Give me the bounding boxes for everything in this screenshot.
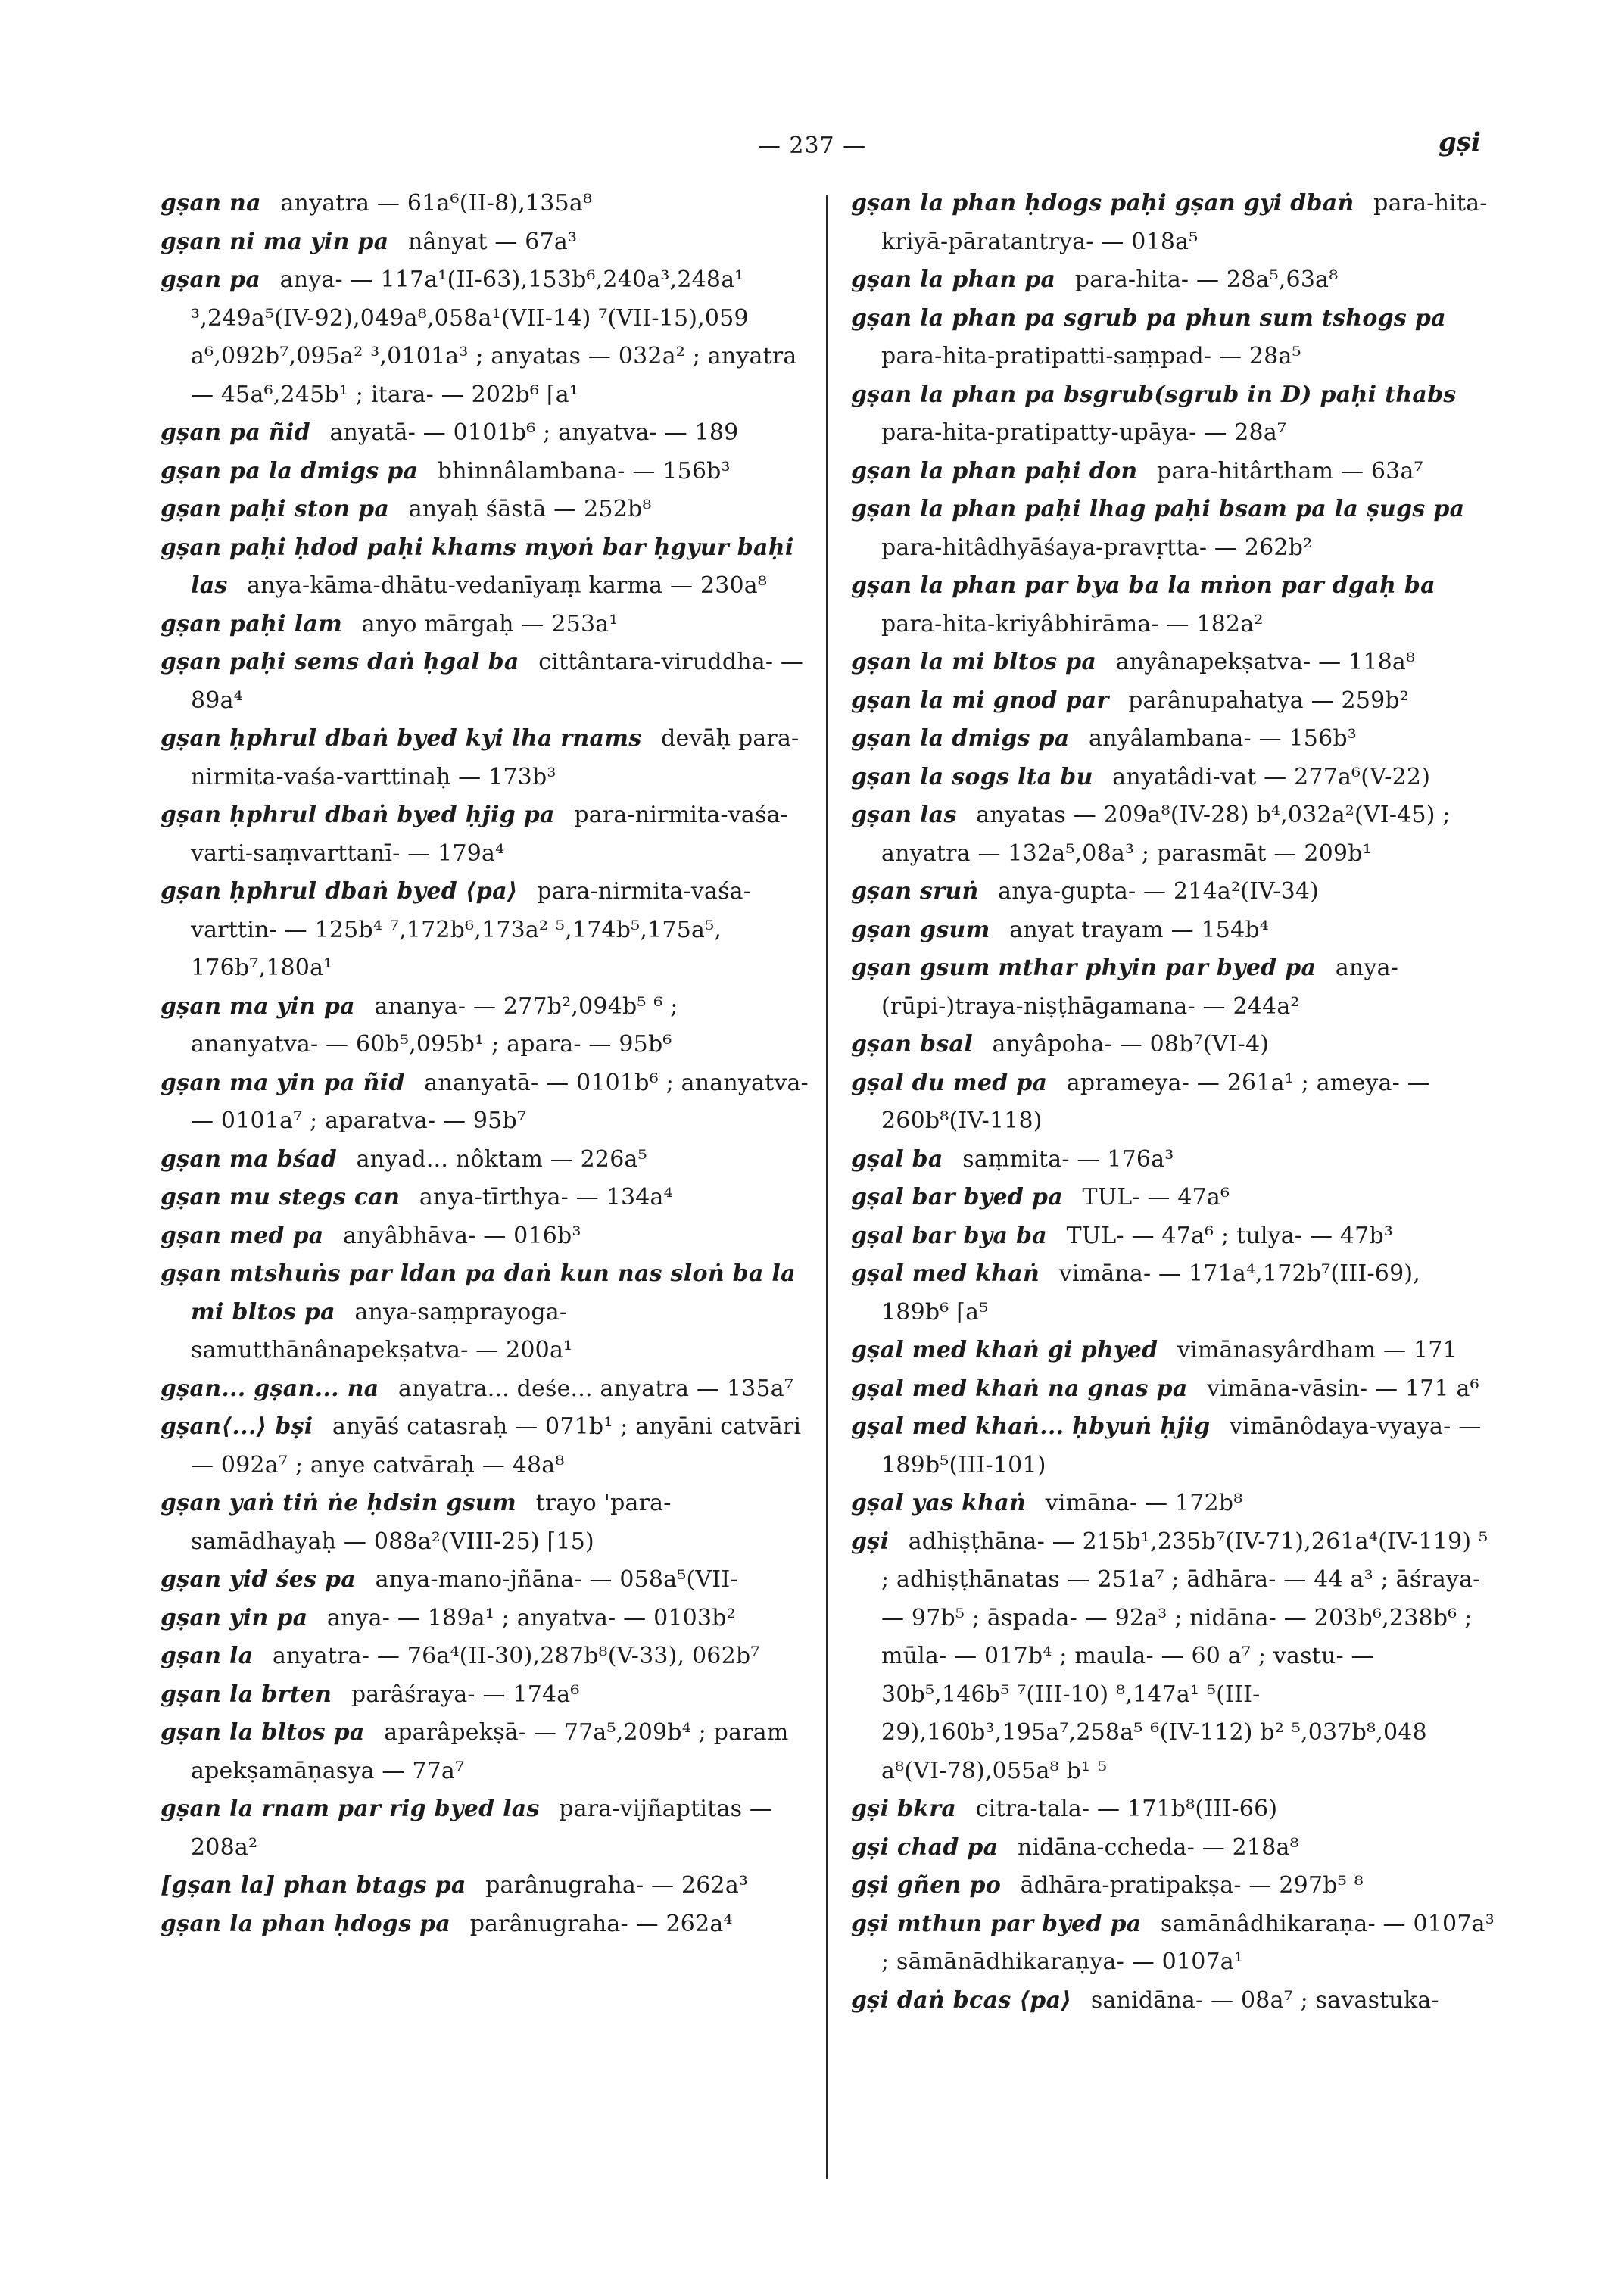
dictionary-entry xyxy=(161,414,812,453)
entry-headword: gṣan yin pa xyxy=(161,1604,308,1631)
dictionary-entry xyxy=(161,1637,812,1676)
entry-gloss: TUL- — 47a⁶ xyxy=(1082,1184,1230,1210)
page-number: — 237 — xyxy=(757,132,867,159)
entry-gloss: anya-saṃprayoga-samutthānânapekṣatva- — 200a¹ xyxy=(191,1298,573,1363)
dictionary-entry xyxy=(161,223,812,262)
entry-gloss: vimāna- — 171a⁴,172b⁷(III-69), 189b⁶ ⌈a⁵ xyxy=(881,1260,1421,1326)
entry-headword: gṣan mu stegs can xyxy=(161,1184,401,1210)
entry-headword: gṣan... gṣan... na xyxy=(161,1375,379,1402)
dictionary-entry xyxy=(161,643,812,720)
entry-headword: gṣan la phan ḥdogs pa xyxy=(161,1910,451,1937)
entry-gloss: anyaḥ śāstā — 252b⁸ xyxy=(408,496,652,522)
dictionary-entry xyxy=(851,1867,1495,1905)
entry-headword: gṣal med khaṅ na gnas pa xyxy=(851,1375,1188,1402)
entry-gloss: anya- — 117a¹(II-63),153b⁶,240a³,248a¹ ³,249a⁵(IV-92),049a⁸,058a¹(VII-14) ⁷(VII-15),059 a⁶,092b⁷,095a² ³,0101a³ ; anyatas — 032a² ; anyatra — 45a⁶,245b¹ ; itara- — 202b⁶ ⌈a¹ xyxy=(191,266,797,408)
entry-gloss: anyad... nôktam — 226a⁵ xyxy=(356,1145,647,1173)
entry-gloss: anyo mārgaḥ — 253a¹ xyxy=(361,610,619,637)
entry-gloss: cittântara-viruddha- — 89a⁴ xyxy=(191,649,804,714)
column-divider xyxy=(826,195,828,2179)
entry-headword: gṣan paḥi lam xyxy=(161,610,343,637)
dictionary-entry xyxy=(851,682,1495,721)
entry-gloss: anya-(rūpi-)traya-niṣṭhāgamana- — 244a² xyxy=(881,955,1399,1020)
dictionary-entry xyxy=(851,453,1495,491)
dictionary-entry xyxy=(851,1982,1495,2020)
dictionary-entry xyxy=(161,1905,812,1944)
entry-gloss: anya- — 189a¹ ; anyatva- — 0103b² xyxy=(326,1604,736,1631)
dictionary-entry xyxy=(851,1217,1495,1256)
entry-gloss: citra-tala- — 171b⁸(III-66) xyxy=(975,1796,1278,1822)
entry-gloss: bhinnâlambana- — 156b³ xyxy=(437,457,731,484)
entry-gloss: para-hita-pratipatty-upāya- — 28a⁷ xyxy=(881,419,1287,446)
entry-headword: gṣan la mi gnod par xyxy=(851,687,1109,714)
dictionary-entry xyxy=(851,376,1495,453)
entry-gloss: anyāś catasraḥ — 071b¹ ; anyāni catvāri — 092a⁷ ; anye catvāraḥ — 48a⁸ xyxy=(191,1413,802,1478)
entry-headword: gṣan la xyxy=(161,1643,254,1669)
entry-gloss: saṃmita- — 176a³ xyxy=(962,1145,1174,1173)
entry-gloss: anyâlambana- — 156b³ xyxy=(1089,725,1357,752)
dictionary-entry xyxy=(161,720,812,796)
entry-headword: gṣan la phan pa sgrub pa phun sum tshogs pa xyxy=(851,304,1446,332)
dictionary-entry xyxy=(161,185,812,223)
entry-gloss: ananya- — 277b²,094b⁵ ⁶ ; ananyatva- — 60b⁵,095b¹ ; apara- — 95b⁶ xyxy=(191,992,678,1058)
dictionary-entry xyxy=(851,720,1495,759)
entry-gloss: devāḥ para-nirmita-vaśa-varttinaḥ — 173b³ xyxy=(191,725,800,790)
entry-gloss: anyatā- — 0101b⁶ ; anyatva- — 189 xyxy=(329,419,739,446)
dictionary-entry xyxy=(161,453,812,491)
entry-headword: gṣan med pa xyxy=(161,1222,324,1249)
entry-gloss: anyatas — 209a⁸(IV-28) b⁴,032a²(VI-45) ; anyatra — 132a⁵,08a³ ; parasmāt — 209b¹ xyxy=(881,802,1451,867)
dictionary-entry xyxy=(161,1141,812,1179)
entry-headword: gṣal du med pa xyxy=(851,1069,1048,1096)
entry-gloss: vimānasyârdham — 171 xyxy=(1177,1337,1457,1363)
entry-headword: gṣan la phan pa xyxy=(851,266,1056,293)
dictionary-entry xyxy=(851,1523,1495,1791)
entry-headword: gṣan ma yin pa ñid xyxy=(161,1069,405,1096)
entry-gloss: vimāna-vāsin- — 171 a⁶ xyxy=(1207,1375,1479,1402)
dictionary-entry xyxy=(851,759,1495,797)
dictionary-entry xyxy=(851,491,1495,567)
dictionary-entry xyxy=(851,1370,1495,1409)
entry-gloss: aparâpekṣā- — 77a⁵,209b⁴ ; param apekṣamāṇasya — 77a⁷ xyxy=(191,1719,789,1784)
entry-headword: gṣan paḥi ḥdod paḥi khams myoṅ bar ḥgyur baḥi las xyxy=(161,534,794,599)
dictionary-entry xyxy=(161,1485,812,1561)
entry-gloss: sanidāna- — 08a⁷ ; savastuka- xyxy=(1090,1986,1439,2014)
entry-gloss: vimāna- — 172b⁸ xyxy=(1045,1490,1243,1516)
dictionary-entry xyxy=(851,643,1495,682)
entry-headword: gṣal med khaṅ... ḥbyuṅ ḥjig xyxy=(851,1413,1211,1440)
entry-headword: gṣan ma bśad xyxy=(161,1145,338,1173)
entry-headword: gṣan ḥphrul dbaṅ byed kyi lha rnams xyxy=(161,725,642,752)
dictionary-entry xyxy=(851,911,1495,950)
dictionary-entry xyxy=(161,529,812,606)
dictionary-entry xyxy=(161,796,812,873)
entry-headword: gṣan ḥphrul dbaṅ byed ḥjig pa xyxy=(161,802,555,828)
entry-headword: gṣi xyxy=(851,1528,890,1555)
entry-gloss: para-hita- — 28a⁵,63a⁸ xyxy=(1074,266,1339,293)
dictionary-entry xyxy=(161,988,812,1064)
dictionary-entry xyxy=(851,1485,1495,1523)
right-column xyxy=(851,185,1495,2020)
entry-headword: gṣal yas khaṅ xyxy=(851,1490,1027,1516)
dictionary-entry xyxy=(851,1332,1495,1370)
entry-gloss: ādhāra-pratipakṣa- — 297b⁵ ⁸ xyxy=(1020,1872,1364,1899)
dictionary-entry xyxy=(161,1370,812,1409)
entry-gloss: ananyatā- — 0101b⁶ ; ananyatva- — 0101a⁷ ; aparatva- — 95b⁷ xyxy=(191,1069,809,1134)
entry-gloss: para-hitârtham — 63a⁷ xyxy=(1157,457,1423,484)
dictionary-entry xyxy=(851,185,1495,261)
entry-headword: gṣi mthun par byed pa xyxy=(851,1910,1142,1937)
entry-gloss: para-hita-kriyâbhirāma- — 182a² xyxy=(881,610,1264,637)
entry-headword: gṣan⟨...⟩ bṣi xyxy=(161,1413,313,1440)
dictionary-entry xyxy=(851,567,1495,643)
entry-headword: gṣi chad pa xyxy=(851,1833,999,1861)
entry-gloss: anya-tīrthya- — 134a⁴ xyxy=(419,1184,673,1210)
entry-gloss: anyânapekṣatva- — 118a⁸ xyxy=(1115,649,1416,675)
entry-headword: gṣan la sogs lta bu xyxy=(851,763,1093,790)
entry-headword: gṣan ḥphrul dbaṅ byed ⟨pa⟩ xyxy=(161,878,518,905)
entry-gloss: parânugraha- — 262a³ xyxy=(485,1872,749,1899)
entry-gloss: anya-kāma-dhātu-vedanīyaṃ karma — 230a⁸ xyxy=(247,572,768,599)
dictionary-entry xyxy=(851,1141,1495,1179)
dictionary-entry xyxy=(161,1714,812,1790)
dictionary-entry xyxy=(161,1676,812,1715)
entry-headword: gṣan gsum xyxy=(851,916,990,943)
entry-headword: gṣan la phan par bya ba la mṅon par dgaḥ ba xyxy=(851,572,1435,599)
entry-headword: gṣan paḥi sems daṅ ḥgal ba xyxy=(161,649,519,675)
entry-gloss: nânyat — 67a³ xyxy=(408,228,578,255)
entry-headword: gṣan pa ñid xyxy=(161,419,310,446)
entry-gloss: anya-gupta- — 214a²(IV-34) xyxy=(998,878,1320,905)
entry-headword: gṣan la rnam par rig byed las xyxy=(161,1796,540,1822)
entry-gloss: anyatra... deśe... anyatra — 135a⁷ xyxy=(397,1375,794,1402)
entry-headword: gṣan la brten xyxy=(161,1681,332,1708)
entry-gloss: para-hita-kriyā-pāratantrya- — 018a⁵ xyxy=(881,190,1488,255)
entry-gloss: para-nirmita-vaśa-varti-saṃvarttanī- — 179a⁴ xyxy=(191,802,789,867)
dictionary-entry xyxy=(161,1064,812,1141)
entry-gloss: anyat trayam — 154b⁴ xyxy=(1009,916,1269,943)
entry-gloss: para-hita-pratipatti-saṃpad- — 28a⁵ xyxy=(881,343,1301,369)
entry-headword: gṣan pa la dmigs pa xyxy=(161,457,419,484)
entry-gloss: anyatra- — 76a⁴(II-30),287b⁸(V-33), 062b⁷ xyxy=(273,1643,760,1669)
entry-headword: gṣan gsum mthar phyin par byed pa xyxy=(851,955,1317,981)
entry-gloss: para-vijñaptitas — 208a² xyxy=(191,1796,773,1861)
dictionary-entry xyxy=(851,1790,1495,1829)
entry-headword: gṣi daṅ bcas ⟨pa⟩ xyxy=(851,1986,1072,2014)
entry-headword: [gṣan la] phan btags pa xyxy=(161,1872,466,1899)
entry-headword: gṣan ni ma yin pa xyxy=(161,228,389,255)
entry-gloss: anyâbhāva- — 016b³ xyxy=(343,1222,581,1249)
entry-headword: gṣan la phan pa bsgrub(sgrub in D) paḥi thabs xyxy=(851,381,1457,408)
entry-gloss: parânugraha- — 262a⁴ xyxy=(469,1910,733,1937)
entry-headword: gṣan pa xyxy=(161,266,261,293)
entry-gloss: adhiṣṭhāna- — 215b¹,235b⁷(IV-71),261a⁴(IV-119) ⁵ ; adhiṣṭhānatas — 251a⁷ ; ādhāra- — 44 a³ ; āśraya- — 97b⁵ ; āspada- — 92a³ ; nidāna- — 203b⁶,238b⁶ ; mūla- — 017b⁴ ; maula- — 60 a⁷ ; vastu- — 30b⁵,146b⁵ ⁷(III-10) ⁸,147a¹ ⁵(III-29),160b³,195a⁷,258a⁵ ⁶(IV-112) b² ⁵,037b⁸,048 a⁸(VI-78),055a⁸ b¹ ⁵ xyxy=(881,1528,1488,1784)
entry-gloss: para-nirmita-vaśa-varttin- — 125b⁴ ⁷,172b⁶,173a² ⁵,174b⁵,175a⁵, 176b⁷,180a¹ xyxy=(191,878,752,981)
entry-headword: gṣan las xyxy=(851,802,957,828)
entry-headword: gṣan ma yin pa xyxy=(161,992,355,1020)
entry-headword: gṣal ba xyxy=(851,1145,943,1173)
dictionary-entry xyxy=(161,1408,812,1485)
left-column xyxy=(161,185,812,1943)
entry-headword: gṣan sruṅ xyxy=(851,878,979,905)
entry-gloss: nidāna-ccheda- — 218a⁸ xyxy=(1017,1833,1299,1861)
dictionary-entry xyxy=(851,796,1495,873)
entry-headword: gṣal med khaṅ gi phyed xyxy=(851,1337,1158,1363)
entry-headword: gṣan mtshuṅs par ldan pa daṅ kun nas sloṅ ba la mi bltos pa xyxy=(161,1260,796,1326)
entry-headword: gṣan na xyxy=(161,190,261,217)
dictionary-entry xyxy=(161,1600,812,1638)
dictionary-entry xyxy=(851,1905,1495,1982)
entry-headword: gṣal bar bya ba xyxy=(851,1222,1048,1249)
dictionary-entry xyxy=(161,1867,812,1905)
entry-headword: gṣan la phan ḥdogs paḥi gṣan gyi dbaṅ xyxy=(851,190,1354,217)
dictionary-entry xyxy=(851,949,1495,1026)
entry-headword: gṣi gñen po xyxy=(851,1872,1002,1899)
dictionary-entry xyxy=(161,1561,812,1600)
dictionary-entry xyxy=(161,873,812,988)
entry-gloss: anyatâdi-vat — 277a⁶(V-22) xyxy=(1112,763,1431,790)
dictionary-entry xyxy=(851,873,1495,911)
dictionary-entry xyxy=(851,1026,1495,1064)
entry-gloss: anyâpoha- — 08b⁷(VI-4) xyxy=(992,1031,1270,1058)
entry-headword: gṣan yid śes pa xyxy=(161,1566,357,1593)
entry-headword: gṣan la dmigs pa xyxy=(851,725,1070,752)
entry-gloss: vimānôdaya-vyaya- — 189b⁵(III-101) xyxy=(881,1413,1482,1478)
entry-gloss: TUL- — 47a⁶ ; tulya- — 47b³ xyxy=(1066,1222,1394,1249)
dictionary-entry xyxy=(851,1064,1495,1141)
dictionary-entry xyxy=(161,1255,812,1370)
entry-gloss: parânupahatya — 259b² xyxy=(1128,687,1410,714)
dictionary-entry xyxy=(161,491,812,529)
dictionary-entry xyxy=(161,1217,812,1256)
dictionary-entry xyxy=(851,1255,1495,1332)
entry-headword: gṣan paḥi ston pa xyxy=(161,496,390,522)
dictionary-entry xyxy=(851,261,1495,300)
entry-gloss: samānâdhikaraṇa- — 0107a³ ; sāmānādhikaraṇya- — 0107a¹ xyxy=(881,1910,1495,1975)
entry-headword: gṣan la phan paḥi lhag paḥi bsam pa la ṣugs pa xyxy=(851,496,1465,522)
entry-headword: gṣan la bltos pa xyxy=(161,1719,365,1746)
entry-gloss: anya-mano-jñāna- — 058a⁵(VII- xyxy=(375,1566,738,1593)
entry-headword: gṣan la mi bltos pa xyxy=(851,649,1097,675)
entry-headword: gṣal bar byed pa xyxy=(851,1184,1063,1210)
entry-headword: gṣan la phan paḥi don xyxy=(851,457,1138,484)
entry-gloss: anyatra — 61a⁶(II-8),135a⁸ xyxy=(280,190,593,217)
entry-headword: gṣan yaṅ tiṅ ṅe ḥdsin gsum xyxy=(161,1490,517,1516)
dictionary-entry xyxy=(161,1790,812,1867)
dictionary-entry xyxy=(851,1179,1495,1217)
entry-gloss: aprameya- — 261a¹ ; ameya- — 260b⁸(IV-118) xyxy=(881,1069,1430,1134)
dictionary-entry xyxy=(851,1829,1495,1868)
entry-headword: gṣan bsal xyxy=(851,1031,973,1058)
entry-gloss: para-hitâdhyāśaya-pravṛtta- — 262b² xyxy=(881,534,1313,561)
running-head: gṣi xyxy=(1439,127,1481,157)
dictionary-entry xyxy=(161,261,812,414)
dictionary-entry xyxy=(851,300,1495,376)
dictionary-entry xyxy=(161,1179,812,1217)
entry-gloss: trayo 'para-samādhayaḥ — 088a²(VIII-25) ⌈15) xyxy=(191,1490,672,1555)
entry-headword: gṣal med khaṅ xyxy=(851,1260,1040,1287)
dictionary-entry xyxy=(161,606,812,644)
dictionary-entry xyxy=(851,1408,1495,1485)
entry-headword: gṣi bkra xyxy=(851,1796,957,1822)
entry-gloss: parâśraya- — 174a⁶ xyxy=(351,1681,580,1708)
